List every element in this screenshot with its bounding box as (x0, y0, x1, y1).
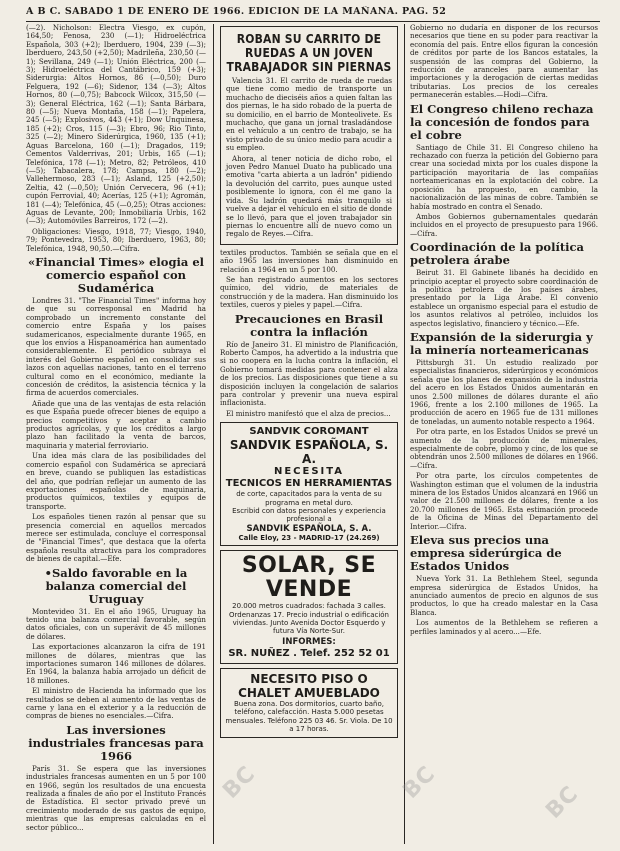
column-3 (410, 24, 598, 844)
sandvik-ad-detail: Escribid con datos personales y experiencia profesional a (232, 507, 386, 524)
france-continued: Se han registrado aumentos en los sectores químico, del vidrio, de materiales de construcción y de la madera. Han disminuido los textiles, cueros y pieles y papel.—Cifra. (220, 274, 398, 310)
brazil-paragraph: El ministro manifestó que el alza de precios... (226, 408, 391, 418)
solar-ad-contact: SR. NUÑEZ . Telef. 252 52 01 (228, 647, 390, 659)
solar-ad-title: SOLAR, SE VENDE (241, 553, 377, 603)
sandvik-ad (220, 422, 398, 546)
sandvik-ad-company: SANDVIK ESPAÑOLA, S. A. (229, 438, 389, 467)
robbery-paragraph: Valencia 31. El carrito de rueda de ruedas que tiene como medio de transporte un muchacho de dieciséis años a quien faltan las dos piernas, le ha sido robado de la puerta de su domicilio, en el barrio de Monteolivete. Es muchacho, que gana un jornal trasladándose en el vehículo a un centro de trabajo, se ha visto privado de su único medio para acudir a su empleo. (226, 76, 392, 153)
brazil-headline: Precauciones en Brasil contra la inflación (234, 311, 384, 339)
ft-paragraph: Una idea más clara de las posibilidades del comercio español con Sudamérica se apreciará en breve, cuando se publiquen las estadísticas del año, que podrían reflejar un aumento de las exportaciones españolas de maquinaria, productos químicos, textiles y equipos de transporte. (26, 451, 206, 511)
ft-headline: «Financial Times» elogia el comercio español con Sudamérica (27, 254, 205, 295)
steel-paragraph: Nueva York 31. La Bethlehem Steel, segunda empresa siderúrgica de Estados Unidos, ha anunciado aumentos de precio en algunos de sus productos, lo que ha creado malestar en la Casa Blanca. (410, 574, 598, 617)
head-rule (26, 21, 600, 22)
sandvik-ad-company-footer: SANDVIK ESPAÑOLA, S. A. (246, 523, 372, 534)
column-2 (220, 24, 398, 844)
market-report: (—2). Nicholson: Electra Viesgo, ex cupón, 164,50; Fenosa, 230 (—1); Hidroeléctrica Española, 303 (+2); Iberduero, 1904, 239 (—3); Iberduero, 243,50 (+2,50); Madrileña, 230,50 (—1); Sevillana, 249 (—1); Unión Eléctrica, 200 (—3); Hidroeléctrica del Cantábrico, 159 (+3); Siderurgia: Altos Hornos, 86 (—0,50); Duro Felguera, 192 (—6); Sidenor, 134 (—3); Altos Hornos, 80 (—0,75); Babcock Wilcox, 315,50 (—3); General Eléctrica, 162 (—1); Santa Bárbara, 80 (—5); Nueva Montaña, 158 (—1); Papelera, 245 (—5); Explosivos, 443 (+1); Dow Unquinesa, 185 (+2); Cros, 115 (—3); Ebro, 96; Rio Tinto, 325 (—2); Minero Siderúrgica, 1960, 135 (+1); Aguas Barcelona, 160 (—1); Dragados, 119; Cementos Valderrivas, 201; Urbis, 165 (—1); Telefónica, 178 (—1); Metro, 82; Petróleos, 410 (—5); Tabacalera, 178; Campsa, 180 (—2); Vallehermoso, 283 (—1); Asland, 125 (+2,50); Zeltia, 42 (—0,50); Unión Cervecera, 96 (+1); cupón Ferrovial, 40; Acerías, 125 (+1); Agromán, 181 (—4); Telefónica, 45 (—0,25); Otras acciones: Aguas de Levante, 200; Inmobiliaria Urbis, 162 (—3); Automóviles Barreiros, 172 (—2). (26, 24, 206, 226)
column-rule-1 (213, 24, 214, 844)
robbery-story-box (220, 26, 398, 245)
watermark-stamp: BC (218, 761, 261, 804)
chile-paragraph: Ambos Gobiernos gubernamentales quedarán incluidos en el proyecto de presupuesto para 1966.—Cifra. (410, 211, 598, 238)
running-head: A B C. SABADO 1 DE ENERO DE 1966. EDICION DE LA MAÑANA. PAG. 52 (26, 6, 447, 17)
solar-ad-info-label: INFORMES: (282, 636, 336, 647)
chile-headline: El Congreso chileno rechaza la concesión de fondos para el cobre (410, 101, 594, 142)
sandvik-ad-address: Calle Eloy, 23 - MADRID-17 (24.269) (238, 533, 380, 542)
column-1 (26, 24, 206, 844)
us-paragraph: Por otra parte, los círculos competentes de Washington estiman que el volumen de la industria minera de los Estados Unidos alcanzará en 1966 un valor de 21.500 millones de dólares, frente a los 20.700 millones de 1965. Esta estimación procede de la Oficina de Minas del Departamento del Interior.—Cifra. (410, 471, 598, 531)
uruguay-paragraph: El ministro de Hacienda ha informado que los resultados se deben al aumento de las ventas de carne y lana en el exterior y a la reducción de compras de bienes no esenciales.—Cifra. (26, 686, 206, 721)
arab-headline: Coordinación de la política petrolera árabe (410, 240, 584, 268)
uruguay-headline: • Saldo favorable en la balanza comercial del Uruguay (26, 567, 206, 606)
ft-paragraph: Londres 31. "The Financial Times" informa hoy de que su corresponsal en Madrid ha comprobado un incremento constante del comercio entre España y los países sudamericanos, especialmente durante 1965, en que los envíos a Hispanoamérica han aumentado considerablemente. El periódico subraya el interés del Gobierno español en consolidar sus lazos con aquellas naciones, tanto en el terreno cultural como en el económico, mediante la concesión de créditos, la asistencia técnica y la firma de acuerdos comerciales. (26, 295, 206, 398)
piso-ad (220, 668, 398, 738)
column-rule-2 (404, 24, 405, 844)
chile-paragraph: Santiago de Chile 31. El Congreso chileno ha rechazado con fuerza la petición del Gobierno para crear una sociedad mixta por los cuales dispone la participación mayoritaria de las compañías norteamericanas en la explotación del cobre. La oposición ha propuesto, en cambio, la nacionalización de las minas de cobre. También se había mostrado en contra el Senado. (410, 142, 598, 211)
us-paragraph: Por otra parte, en los Estados Unidos se prevé un aumento de la producción de minerales, especialmente de cobre, plomo y cinc, de los que se obtendrán unos 2.500 millones de dólares en 1966.—Cifra. (410, 427, 598, 470)
sandvik-ad-detail: de corte, capacitados para la venta de su programa en metal duro. (236, 490, 382, 507)
robbery-paragraph: Ahora, al tener noticia de dicho robo, el joven Pedro Manuel Duato ha publicado una emotiva "carta abierta a un ladrón" pidiendo la devolución del carrito, pues aunque usted posiblemente lo ignora, con él me gano la vida. Su ladrón quedará más tranquilo si vuelve a dejar el vehículo en el sitio de donde se lo llevó, para que el joven trabajador sin piernas lo encuentre allí de nuevo como un regalo de Reyes.—Cifra. (226, 153, 392, 239)
brazil-paragraph: Río de Janeiro 31. El ministro de Planificación, Roberto Campos, ha advertido a la industria que si no coopera en la lucha contra la inflación, el Gobierno tomará medidas para contener el alza de los precios. Las disposiciones que tiene a su disposición incluyen la congelación de salarios para controlar y prevenir una nueva espiral inflacionista. (220, 339, 398, 408)
ft-paragraph: Los españoles tienen razón al pensar que su presencia comercial en aquellos mercados merece ser estimulada, concluye el corresponsal de "Financial Times", que destaca que la oferta española resulta atractiva para los compradores de bienes de capital.—Efe. (26, 512, 206, 564)
column3-lead: Gobierno no dudaría en disponer de los recursos necesarios que tiene en su poder para reactivar la economía del país. Entre ellos figuran la concesión de créditos por parte de los Bancos estatales, la suspensión de las compras del Gobierno, la reducción de aranceles para aumentar las importaciones y la derogación de ciertas medidas tributarias. Los precios de los cereales permanecerán estables.—Hodi—Cifra. (410, 24, 598, 100)
france-continued: textiles productos. También se señala que en el año 1965 las inversiones han disminuido en relación a 1964 en un 5 por 100. (220, 247, 398, 274)
watermark-stamp: BC (398, 761, 441, 804)
france-headline: Las inversiones industriales francesas para 1966 (28, 722, 204, 763)
steel-headline: Eleva sus precios una empresa siderúrgica de Estados Unidos (410, 533, 562, 574)
solar-ad-detail: 20.000 metros cuadrados: fachada 3 calles. Ordenanzas 17. Precio industrial o edificación viviendas. Junto Avenida Doctor Esquerdo y futura Vía Norte-Sur. (229, 602, 389, 636)
ft-paragraph: Añade que una de las ventajas de esta relación es que España puede ofrecer bienes de equipo a precios competitivos y aceptar a cambio productos agrícolas, y que los créditos a largo plazo han facilitado la venta de barcos, maquinaria y material ferroviario. (26, 398, 206, 450)
uruguay-paragraph: Montevideo 31. En el año 1965, Uruguay ha tenido una balanza comercial favorable, según datos oficiales, con un superávit de 45 millones de dólares. (26, 606, 206, 641)
robbery-headline: ROBAN SU CARRITO DE RUEDAS A UN JOVEN TRABAJADOR SIN PIERNAS (226, 32, 392, 74)
solar-ad (220, 550, 398, 664)
piso-ad-title: NECESITO PISO O CHALET AMUEBLADO (238, 671, 380, 700)
uruguay-paragraph: Las exportaciones alcanzaron la cifra de 191 millones de dólares, mientras que las importaciones sumaron 146 millones de dólares. En 1964, la balanza había arrojado un déficit de 18 millones. (26, 642, 206, 685)
us-paragraph: Pittsburgh 31. Un estudio realizado por especialistas financieros, siderúrgicos y económicos señala que los planes de expansión de la industria del acero en los Estados Unidos aumentarán en unos 2.500 millones de dólares durante el año 1966, frente a los 2.100 millones de 1965. La producción de acero en 1965 fue de 131 millones de toneladas, un aumento notable respecto a 1964. (410, 357, 598, 426)
arab-paragraph: Beirut 31. El Gabinete libanés ha decidido en principio aceptar el proyecto sobre coordinación de la política petrolera de los países árabes, presentado por la Liga Árabe. El convenio establece un organismo especial para el estudio de los asuntos relativos al petróleo, incluidos los aspectos legislativo, financiero y técnico.—Efe. (410, 268, 598, 328)
sandvik-ad-needs: NECESITA (273, 466, 345, 478)
sandvik-ad-position: TECNICOS EN HERRAMIENTAS (225, 478, 393, 490)
watermark-stamp: BC (541, 781, 584, 824)
sandvik-ad-brand: SANDVIK COROMANT (249, 426, 369, 438)
steel-paragraph: Los aumentos de la Bethlehem se refieren a perfiles laminados y al acero...—Efe. (410, 618, 598, 636)
france-paragraph: París 31. Se espera que las inversiones industriales francesas aumenten en un 5 por 100 en 1966, según los resultados de una encuesta realizada a finales de año por el Instituto Francés de Estadística. El sector privado prevé un crecimiento moderado de sus gastos de equipo, mientras que las empresas calculadas en el sector público... (26, 763, 206, 832)
piso-ad-detail: Buena zona. Dos dormitorios, cuarto baño, teléfono, calefacción. Hasta 5.000 pesetas mensuales. Teléfono 225 03 46. Sr. Viola. De 10 a 17 horas. (225, 699, 393, 734)
us-headline: Expansión de la siderurgia y la minería norteamericanas (410, 329, 593, 357)
market-bonds: Obligaciones: Viesgo, 1918, 77; Viesgo, 1940, 79; Pontevedra, 1953, 80; Iberduero, 1963, 80; Telefónica, 1948, 90,50.—Cifra. (26, 226, 206, 253)
